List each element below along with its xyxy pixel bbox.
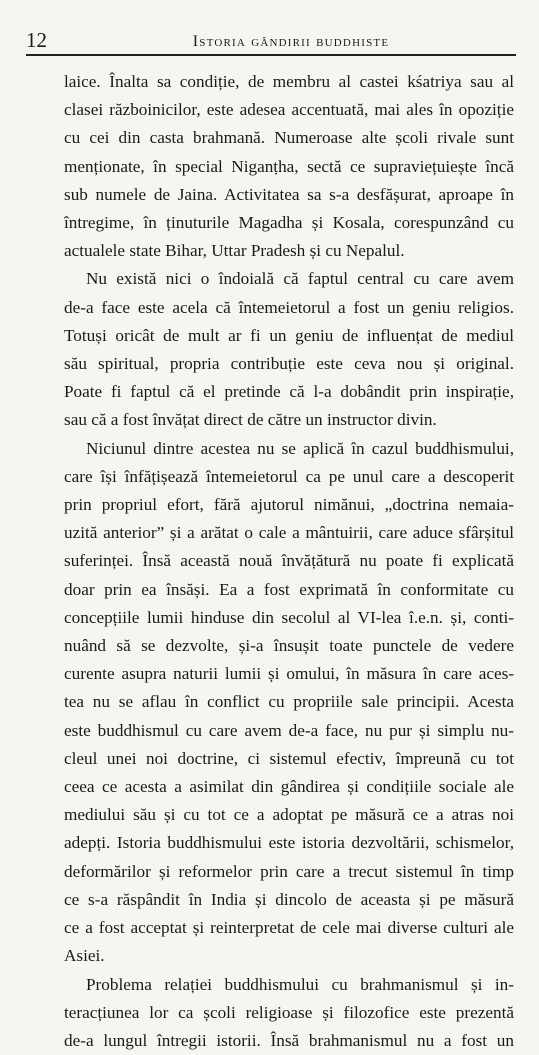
text-line: Nu există nici o îndoială că faptul central cu care avem <box>64 265 514 293</box>
text-line: Asiei. <box>64 942 514 970</box>
body-text <box>64 68 514 1055</box>
text-line: prin propriul efort, fără ajutorul nimănui, „doctrina nemaia- <box>64 491 514 519</box>
text-line: sau că a fost învățat direct de către un instructor divin. <box>64 406 514 434</box>
text-line: cleul unei noi doctrine, ci sistemul efectiv, împreună cu tot <box>64 745 514 773</box>
text-line: clasei războinicilor, este adesea accentuată, mai ales în opoziție <box>64 96 514 124</box>
text-line: Totuși oricât de mult ar fi un geniu de influențat de mediul <box>64 322 514 350</box>
text-line: care își înfățișează întemeietorul ca pe unul care a descoperit <box>64 463 514 491</box>
text-line: menționate, în special Niganṭha, sectă ce supraviețuiește încă <box>64 153 514 181</box>
text-line: întregime, în ținuturile Magadha și Kosala, corespunzând cu <box>64 209 514 237</box>
paragraph <box>64 265 514 434</box>
text-line: adepți. Istoria buddhismului este istoria dezvoltării, schismelor, <box>64 829 514 857</box>
text-line: mediului său și cu tot ce a adoptat pe măsură ce a atras noi <box>64 801 514 829</box>
running-title: Istoria gândirii buddhiste <box>66 33 516 54</box>
text-line: Poate fi faptul că el pretinde că l-a dobândit prin inspirație, <box>64 378 514 406</box>
text-line: său spiritual, propria contribuție este ceva nou și original. <box>64 350 514 378</box>
text-line: tea nu se aflau în conflict cu propriile sale principii. Acesta <box>64 688 514 716</box>
text-line: este buddhismul cu care avem de-a face, nu pur și simplu nu- <box>64 717 514 745</box>
text-line: ce a fost acceptat și reinterpretat de cele mai diverse culturi ale <box>64 914 514 942</box>
text-line: ceea ce acesta a asimilat din gândirea și condițiile sociale ale <box>64 773 514 801</box>
text-line: curente asupra naturii lumii și omului, în măsura în care aces- <box>64 660 514 688</box>
text-line: Niciunul dintre acestea nu se aplică în cazul buddhismului, <box>64 435 514 463</box>
text-line: suferinței. Însă această nouă învățătură nu poate fi explicată <box>64 547 514 575</box>
paragraph <box>64 971 514 1055</box>
paragraph <box>64 68 514 265</box>
text-line: laice. Înalta sa condiție, de membru al castei kśatriya sau al <box>64 68 514 96</box>
text-line: cu cei din casta brahmană. Numeroase alte școli rivale sunt <box>64 124 514 152</box>
text-line: nuând să se dezvolte, și-a însușit toate punctele de vedere <box>64 632 514 660</box>
page-number: 12 <box>26 28 66 54</box>
text-line: sub numele de Jaina. Activitatea sa s-a desfășurat, aproape în <box>64 181 514 209</box>
text-line: de-a lungul întregii istorii. Însă brahmanismul nu a fost un <box>64 1027 514 1055</box>
text-line: doar prin ea însăși. Ea a fost exprimată în conformitate cu <box>64 576 514 604</box>
header-rule <box>26 54 516 56</box>
text-line: ce s-a răspândit în India și dincolo de aceasta și pe măsură <box>64 886 514 914</box>
paragraph <box>64 435 514 971</box>
text-line: Problema relației buddhismului cu brahmanismul și in- <box>64 971 514 999</box>
text-line: deformărilor și reformelor prin care a trecut sistemul în timp <box>64 858 514 886</box>
text-line: uzită anterior” și a arătat o cale a mântuirii, care aduce sfârșitul <box>64 519 514 547</box>
text-line: actualele state Bihar, Uttar Pradesh și cu Nepalul. <box>64 237 514 265</box>
running-head <box>26 20 516 54</box>
text-line: teracțiunea lor ca școli religioase și filozofice este prezentă <box>64 999 514 1027</box>
text-line: de-a face este acela că întemeietorul a fost un geniu religios. <box>64 294 514 322</box>
text-line: concepțiile lumii hinduse din secolul al VI-lea î.e.n. și, conti- <box>64 604 514 632</box>
